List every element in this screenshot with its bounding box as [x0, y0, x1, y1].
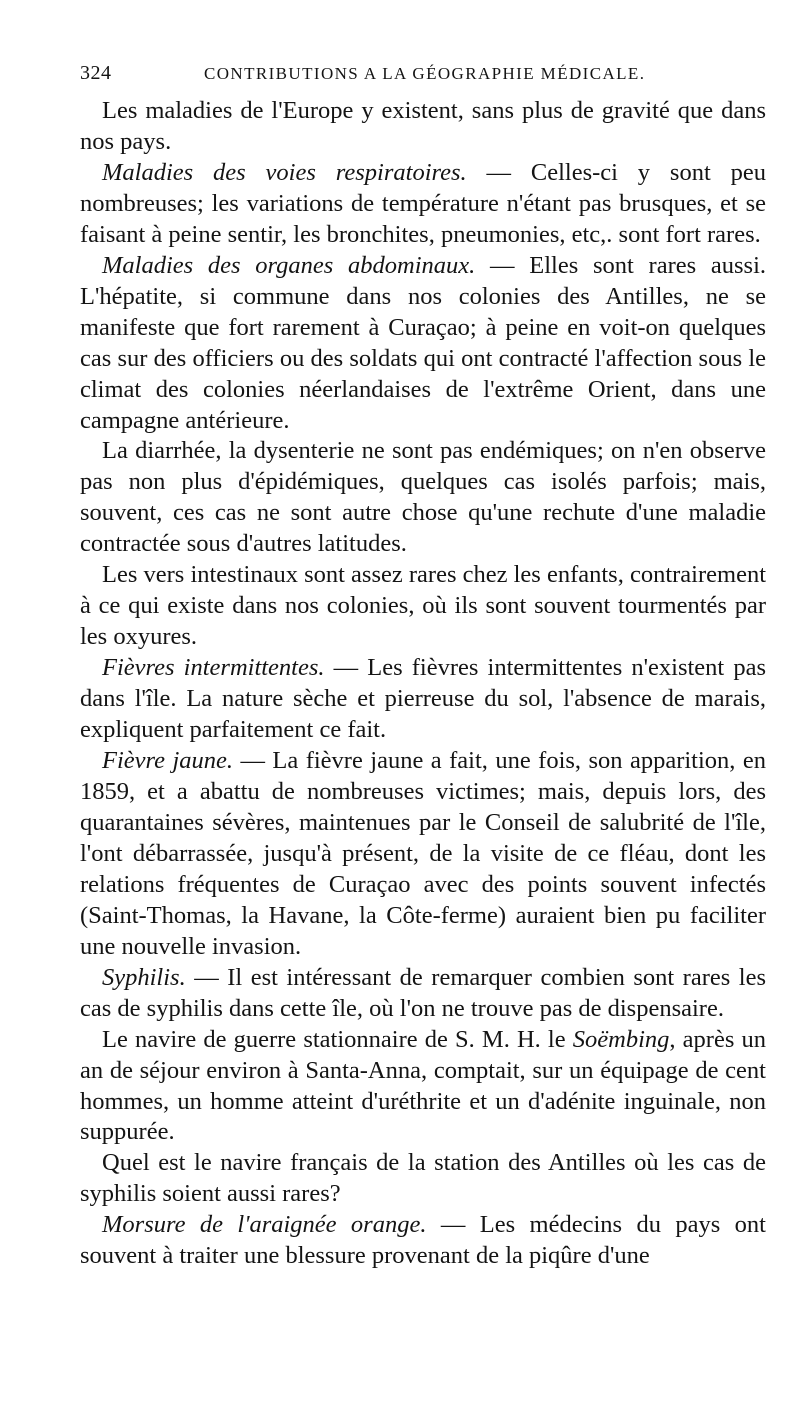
body-text [80, 96, 766, 1272]
paragraph-yellow-fever [80, 746, 766, 963]
paragraph-text: — Il est intéressant de remarquer combien sont rares les cas de syphilis dans cette île, où l'on ne trouve pas de dispensaire. [80, 963, 766, 1022]
section-heading-syphilis: Syphilis. [102, 963, 186, 991]
paragraph-europe-diseases [80, 96, 766, 158]
paragraph-diarrhea [80, 436, 766, 560]
paragraph-warship [80, 1025, 766, 1149]
section-heading-respiratory: Maladies des voies respiratoires. [102, 158, 467, 186]
paragraph-worms [80, 560, 766, 653]
section-heading-abdominal: Maladies des organes abdominaux. [102, 251, 476, 279]
section-heading-intermittent-fevers: Fièvres intermittentes. [102, 654, 325, 682]
paragraph-text: — Elles sont rares aussi. L'hépatite, si commune dans nos colonies des Antilles, ne se manifeste que fort rarement à Curaçao; à peine en voit-on quelques cas sur des officiers ou des soldats qui ont contracté l'affection sous le climat des colonies néerlandaises de l'extrême Orient, dans une campagne antérieure. [80, 251, 766, 434]
ship-name: Soëmbing [572, 1025, 670, 1053]
paragraph-text: Le navire de guerre stationnaire de S. M. H. le [102, 1025, 573, 1053]
paragraph-syphilis [80, 963, 766, 1025]
paragraph-text: La diarrhée, la dysenterie ne sont pas endémiques; on n'en observe pas non plus d'épidémiques, quelques cas isolés parfois; mais, souvent, ces cas ne sont autre chose qu'une rechute d'une maladie contractée sous d'autres latitudes. [80, 437, 766, 558]
paragraph-text: — Les médecins du pays ont souvent à traiter une blessure provenant de la piqûre d'une [80, 1211, 766, 1270]
paragraph-text: Les maladies de l'Europe y existent, sans plus de gravité que dans nos pays. [80, 97, 766, 155]
paragraph-text: — La fièvre jaune a fait, une fois, son apparition, en 1859, et a abattu de nombreuses victimes; mais, depuis lors, des quarantaines sévères, maintenues par le Conseil de salubrité de l'île, l'ont débarrassée, jusqu'à présent, de la visite de ce fléau, dont les relations fréquentes de Curaçao avec des points souvent infectés (Saint-Thomas, la Havane, la Côte-ferme) auraient bien pu faciliter une nouvelle invasion. [80, 747, 766, 960]
page-number: 324 [80, 62, 112, 84]
paragraph-text: — Les fièvres intermittentes n'existent pas dans l'île. La nature sèche et pierreuse du sol, l'absence de marais, expliquent parfaitement ce fait. [80, 654, 766, 744]
running-head [80, 62, 766, 90]
section-heading-yellow-fever: Fièvre jaune. [102, 747, 234, 775]
paragraph-respiratory [80, 158, 766, 251]
running-title: CONTRIBUTIONS A LA GÉOGRAPHIE MÉDICALE. [204, 64, 646, 83]
paragraph-text: Quel est le navire français de la station des Antilles où les cas de syphilis soient aussi rares? [80, 1149, 766, 1208]
paragraph-french-ship [80, 1148, 766, 1210]
paragraph-spider-bite [80, 1210, 766, 1272]
section-heading-spider-bite: Morsure de l'araignée orange. [102, 1211, 427, 1239]
paragraph-text: Les vers intestinaux sont assez rares chez les enfants, contrairement à ce qui existe dans nos colonies, où ils sont souvent tourmentés par les oxyures. [80, 561, 766, 651]
paragraph-text: , après un an de séjour environ à Santa-Anna, comptait, sur un équipage de cent hommes, un homme atteint d'uréthrite et un d'adénite inguinale, non suppurée. [80, 1025, 766, 1146]
paragraph-text: — Celles-ci y sont peu nombreuses; les variations de température n'étant pas brusques, et se faisant à peine sentir, les bronchites, pneumonies, etc,. sont fort rares. [80, 158, 766, 248]
paragraph-intermittent-fevers [80, 653, 766, 746]
paragraph-abdominal [80, 251, 766, 437]
